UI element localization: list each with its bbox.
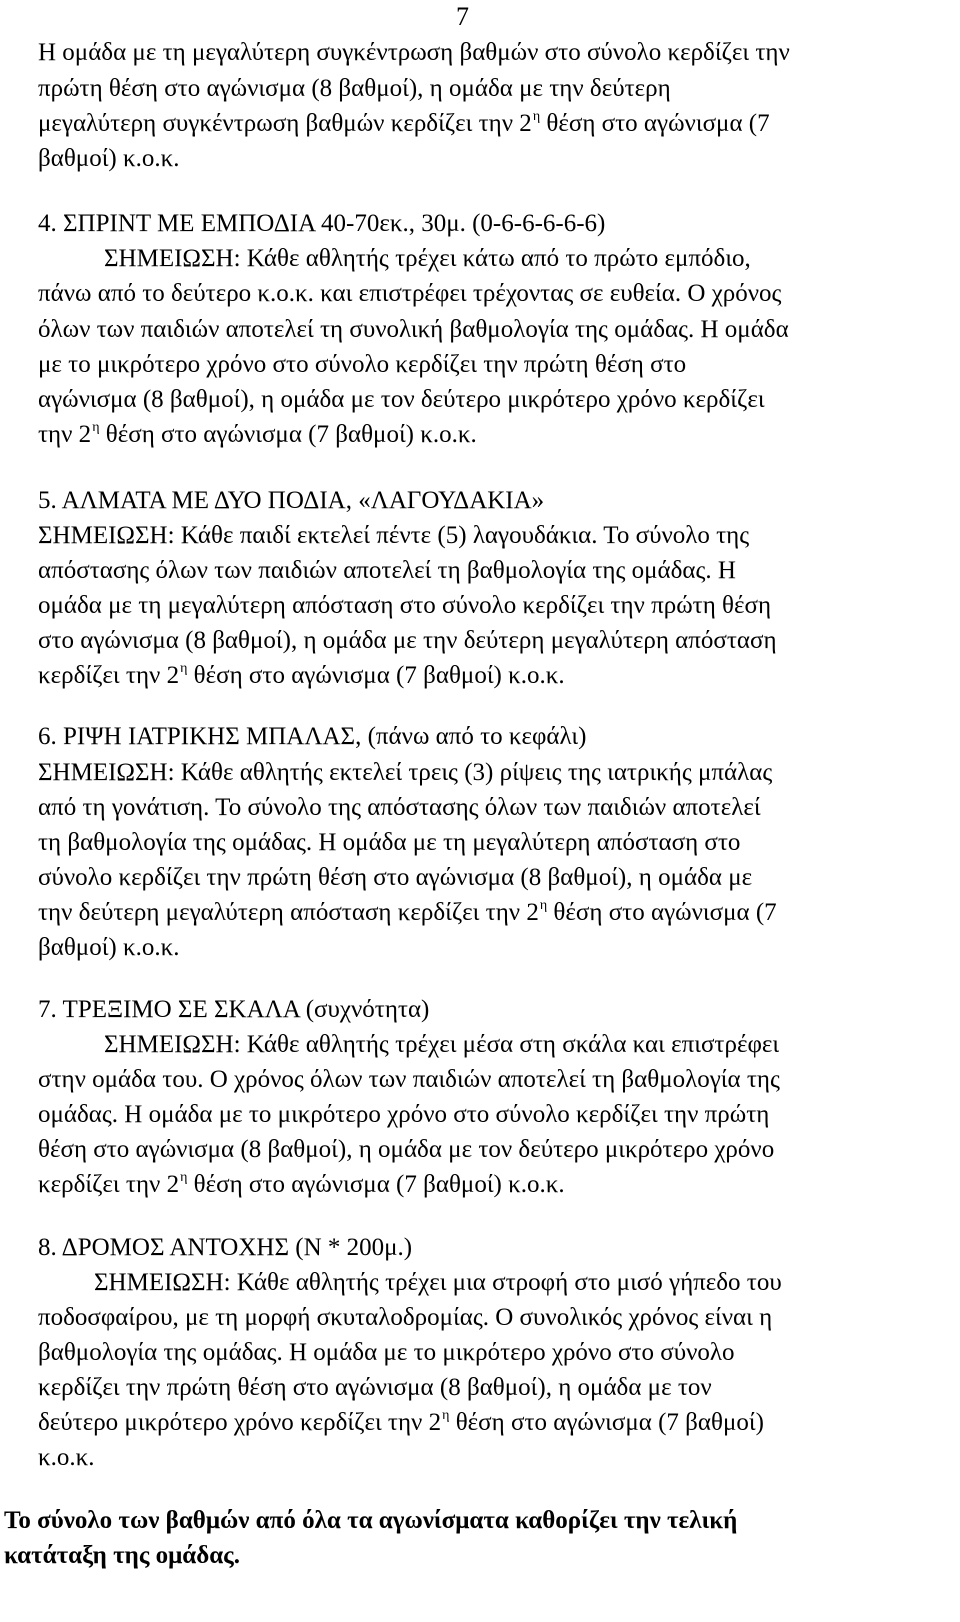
section-5-line-1: ΣΗΜΕΙΩΣΗ: Κάθε παιδί εκτελεί πέντε (5) λαγουδάκια. Το σύνολο της — [38, 522, 750, 549]
section-6-line-3: τη βαθμολογία της ομάδας. Η ομάδα με τη μεγαλύτερη απόσταση στο — [38, 829, 741, 856]
intro-line-2: πρώτη θέση στο αγώνισμα (8 βαθμοί), η ομάδα με την δεύτερη — [38, 75, 671, 102]
section-4-line-3: όλων των παιδιών αποτελεί τη συνολική βαθμολογία της ομάδας. Η ομάδα — [38, 316, 789, 343]
section-6-line-2: από τη γονάτιση. Το σύνολο της απόστασης όλων των παιδιών αποτελεί — [38, 794, 761, 821]
section-6-line-4: σύνολο κερδίζει την πρώτη θέση στο αγώνισμα (8 βαθμοί), η ομάδα με — [38, 864, 753, 891]
section-4-line-6: την $2^\eta$ θέση στο αγώνισμα (7 βαθμοί) κ.ο.κ. — [38, 420, 477, 448]
section-8-heading: 8. ΔΡΟΜΟΣ ΑΝΤΟΧΗΣ (Ν * 200μ.) — [38, 1234, 413, 1261]
section-8-line-4: κερδίζει την πρώτη θέση στο αγώνισμα (8 βαθμοί), η ομάδα με τον — [38, 1374, 712, 1401]
section-7-line-1: ΣΗΜΕΙΩΣΗ: Κάθε αθλητής τρέχει μέσα στη σκάλα και επιστρέφει — [104, 1031, 780, 1058]
section-8-line-6: κ.ο.κ. — [38, 1444, 95, 1471]
conclusion-line-1: Το σύνολο των βαθμών από όλα τα αγωνίσματα καθορίζει την τελική — [4, 1507, 738, 1534]
section-7-line-5: κερδίζει την $2^\eta$ θέση στο αγώνισμα (7 βαθμοί) κ.ο.κ. — [38, 1170, 565, 1198]
section-7-line-2: στην ομάδα του. Ο χρόνος όλων των παιδιών αποτελεί τη βαθμολογία της — [38, 1066, 780, 1093]
section-4-line-4: με το μικρότερο χρόνο στο σύνολο κερδίζει την πρώτη θέση στο — [38, 351, 687, 378]
section-7-line-3: ομάδας. Η ομάδα με το μικρότερο χρόνο στο σύνολο κερδίζει την πρώτη — [38, 1101, 770, 1128]
page-number: 7 — [456, 2, 469, 31]
section-4-line-1: ΣΗΜΕΙΩΣΗ: Κάθε αθλητής τρέχει κάτω από το πρώτο εμπόδιο, — [104, 245, 751, 272]
section-5-heading: 5. ΑΛΜΑΤΑ ΜΕ ΔΥΟ ΠΟΔΙΑ, «ΛΑΓΟΥΔΑΚΙΑ» — [38, 487, 545, 514]
intro-line-4: βαθμοί) κ.ο.κ. — [38, 145, 180, 172]
section-5-line-4: στο αγώνισμα (8 βαθμοί), η ομάδα με την δεύτερη μεγαλύτερη απόσταση — [38, 627, 777, 654]
section-4-line-5: αγώνισμα (8 βαθμοί), η ομάδα με τον δεύτερο μικρότερο χρόνο κερδίζει — [38, 386, 765, 413]
section-5-line-5: κερδίζει την $2^\eta$ θέση στο αγώνισμα (7 βαθμοί) κ.ο.κ. — [38, 661, 565, 689]
section-8-line-5: δεύτερο μικρότερο χρόνο κερδίζει την $2^\eta$ θέση στο αγώνισμα (7 βαθμοί) — [38, 1408, 764, 1436]
section-8-line-3: βαθμολογία της ομάδας. Η ομάδα με το μικρότερο χρόνο στο σύνολο — [38, 1339, 735, 1366]
section-6-heading: 6. ΡΙΨΗ ΙΑΤΡΙΚΗΣ ΜΠΑΛΑΣ, (πάνω από το κεφάλι) — [38, 723, 587, 750]
intro-line-1: Η ομάδα με τη μεγαλύτερη συγκέντρωση βαθμών στο σύνολο κερδίζει την — [38, 39, 790, 66]
section-6-line-5: την δεύτερη μεγαλύτερη απόσταση κερδίζει την $2^\eta$ θέση στο αγώνισμα (7 — [38, 898, 777, 926]
section-5-line-2: απόστασης όλων των παιδιών αποτελεί τη βαθμολογία της ομάδας. Η — [38, 557, 736, 584]
section-6-line-6: βαθμοί) κ.ο.κ. — [38, 934, 180, 961]
section-7-heading: 7. ΤΡΕΞΙΜΟ ΣΕ ΣΚΑΛΑ (συχνότητα) — [38, 996, 430, 1023]
conclusion-line-2: κατάταξη της ομάδας. — [4, 1542, 240, 1569]
section-6-line-1: ΣΗΜΕΙΩΣΗ: Κάθε αθλητής εκτελεί τρεις (3) ρίψεις της ιατρικής μπάλας — [38, 759, 773, 786]
intro-line-3: μεγαλύτερη συγκέντρωση βαθμών κερδίζει την $2^\eta$ θέση στο αγώνισμα (7 — [38, 109, 770, 137]
section-8-line-2: ποδοσφαίρου, με τη μορφή σκυταλοδρομίας. Ο συνολικός χρόνος είναι η — [38, 1304, 773, 1331]
section-8-line-1: ΣΗΜΕΙΩΣΗ: Κάθε αθλητής τρέχει μια στροφή στο μισό γήπεδο του — [94, 1269, 782, 1296]
section-4-heading: 4. ΣΠΡΙΝΤ ΜΕ ΕΜΠΟΔΙΑ 40-70εκ., 30μ. (0-6-6-6-6-6) — [38, 210, 606, 237]
section-7-line-4: θέση στο αγώνισμα (8 βαθμοί), η ομάδα με τον δεύτερο μικρότερο χρόνο — [38, 1136, 775, 1163]
section-5-line-3: ομάδα με τη μεγαλύτερη απόσταση στο σύνολο κερδίζει την πρώτη θέση — [38, 592, 772, 619]
section-4-line-2: πάνω από το δεύτερο κ.ο.κ. και επιστρέφει τρέχοντας σε ευθεία. Ο χρόνος — [38, 280, 782, 307]
